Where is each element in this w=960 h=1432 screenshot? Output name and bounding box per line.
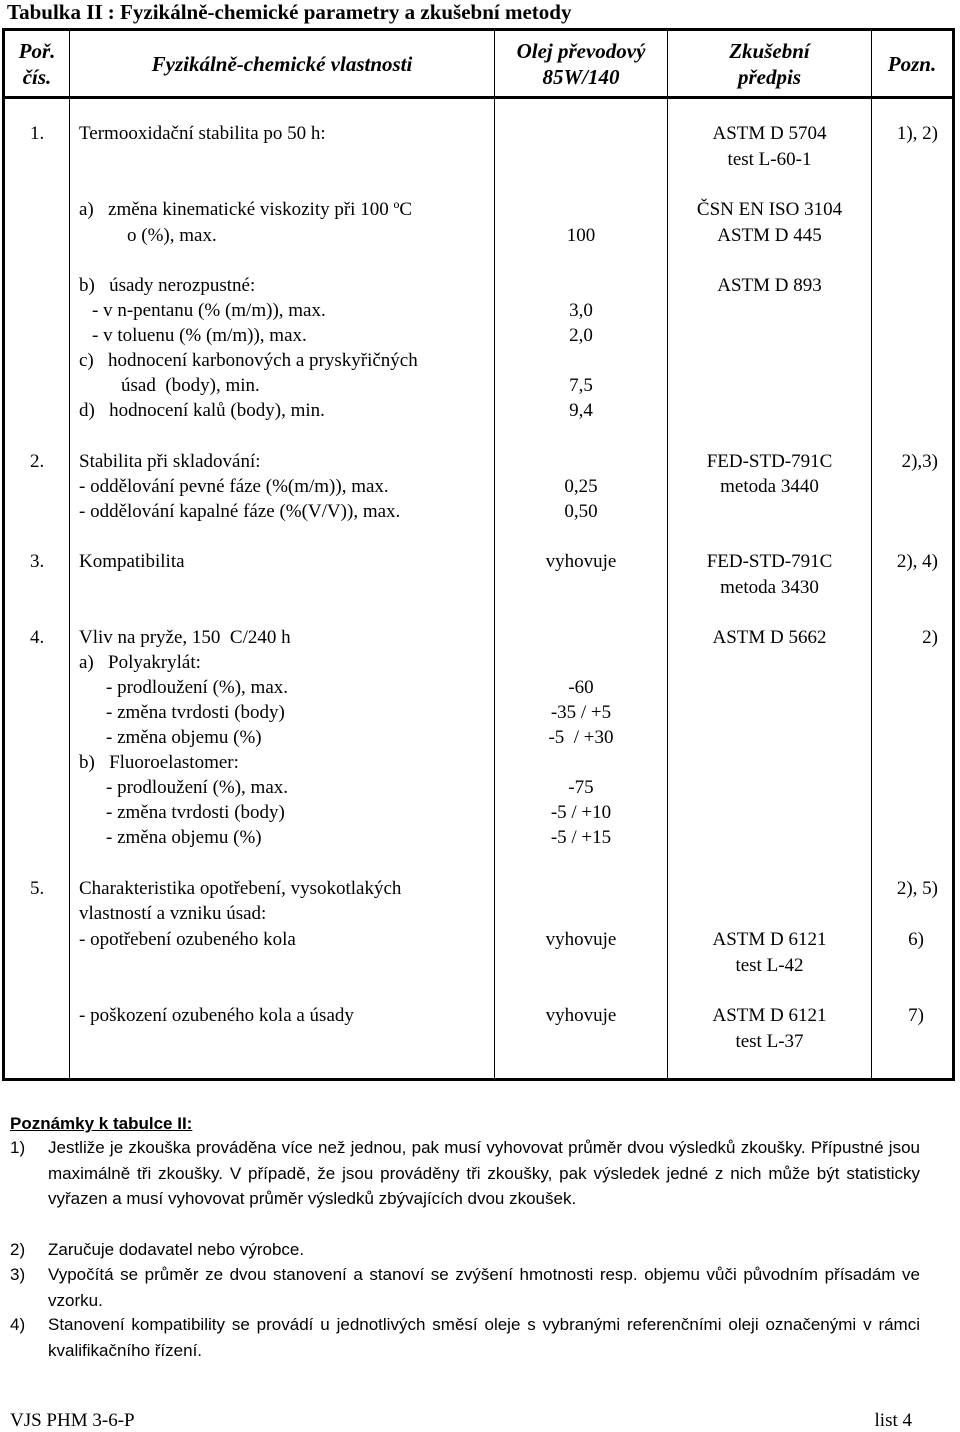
- test-method: ASTM D 6121: [712, 929, 827, 950]
- header-col-no-line1: Poř.: [18, 39, 56, 63]
- table-bottom-border: [2, 1078, 955, 1081]
- oil-value: -35 / +5: [550, 702, 612, 723]
- property-text: - poškození ozubeného kola a úsady: [79, 1005, 354, 1026]
- test-method: ASTM D 6121: [712, 1005, 827, 1026]
- property-text: Vliv na pryže, 150 C/240 h: [79, 627, 291, 648]
- test-method: test L-42: [735, 955, 804, 976]
- col-divider-1: [69, 28, 70, 1080]
- test-method: ČSN EN ISO 3104: [696, 199, 843, 220]
- row-number: 1.: [30, 123, 45, 144]
- header-col-property: Fyzikálně-chemické vlastnosti: [151, 52, 413, 76]
- property-text: - změna objemu (%): [106, 727, 262, 748]
- oil-value: 0,25: [564, 476, 598, 497]
- oil-value: -5 / +15: [550, 827, 612, 848]
- row-number: 3.: [30, 551, 45, 572]
- property-text: - oddělování kapalné fáze (%(V/V)), max.: [79, 501, 401, 522]
- test-method: ASTM D 445: [717, 225, 822, 246]
- footer-document-id: VJS PHM 3-6-P: [10, 1410, 135, 1431]
- property-text: b) Fluoroelastomer:: [79, 752, 239, 773]
- property-text: - prodloužení (%), max.: [106, 777, 289, 798]
- header-col-no: [5, 38, 69, 90]
- note-number: 1): [10, 1138, 26, 1157]
- header-col-oil: [495, 38, 667, 90]
- oil-value: 0,50: [564, 501, 598, 522]
- table-left-border: [2, 28, 5, 1081]
- note-text: Stanovení kompatibility se provádí u jednotlivých směsí oleje s vybranými referenčními oleji označenými v rámci kvalifikačního řízení.: [48, 1315, 920, 1360]
- oil-value: -5 / +30: [548, 727, 614, 748]
- table-top-border: [2, 28, 955, 31]
- row-number: 5.: [30, 878, 45, 899]
- test-method: test L-60-1: [727, 149, 812, 170]
- note-ref: 7): [908, 1005, 924, 1026]
- property-text: vlastností a vzniku úsad:: [79, 903, 267, 924]
- header-col-no-line2: čís.: [22, 65, 52, 89]
- header-col-note: Pozn.: [887, 52, 937, 76]
- table-right-border: [952, 28, 955, 1081]
- property-text: o (%), max.: [127, 225, 217, 246]
- note-item: [10, 1135, 920, 1212]
- header-col-oil-line1: Olej převodový: [516, 39, 646, 63]
- note-ref: 2): [922, 627, 938, 648]
- test-method: test L-37: [735, 1031, 804, 1052]
- oil-value: 2,0: [569, 325, 593, 346]
- footer-page-number: list 4: [874, 1410, 912, 1431]
- page-title: Tabulka II : Fyzikálně-chemické parametry a zkušební metody: [7, 0, 572, 24]
- note-ref: 2), 5): [896, 878, 938, 899]
- note-item: [10, 1262, 920, 1313]
- note-ref: 1), 2): [896, 123, 938, 144]
- note-item: [10, 1312, 920, 1363]
- oil-value: vyhovuje: [545, 929, 617, 950]
- note-text: Jestliže je zkouška prováděna více než jednou, pak musí vyhovovat průměr dvou výsledků zkoušky. Přípustné jsou maximálně tři zkoušky. V případě, že jsou prováděny tři zkoušky, pak výsledek jedné z nich může být statisticky vyřazen a musí vyhovovat průměr výsledků zbývajících dvou zkoušek.: [48, 1138, 920, 1208]
- property-text: - prodloužení (%), max.: [106, 677, 289, 698]
- property-text: - v n-pentanu (% (m/m)), max.: [92, 300, 326, 321]
- property-text: b) úsady nerozpustné:: [79, 275, 256, 296]
- notes-heading: Poznámky k tabulce II:: [10, 1114, 193, 1133]
- property-text: Kompatibilita: [79, 551, 185, 572]
- note-ref: 6): [908, 929, 924, 950]
- property-text: - v toluenu (% (m/m)), max.: [92, 325, 307, 346]
- test-method: FED-STD-791C: [706, 551, 833, 572]
- property-text: - opotřebení ozubeného kola: [79, 929, 296, 950]
- header-col-test: [668, 38, 871, 90]
- property-text: - změna tvrdosti (body): [106, 802, 285, 823]
- oil-value: -75: [568, 777, 594, 798]
- note-number: 3): [10, 1265, 26, 1284]
- property-text: - změna objemu (%): [106, 827, 262, 848]
- header-col-test-line1: Zkušební: [729, 39, 810, 63]
- test-method: ASTM D 5704: [712, 123, 827, 144]
- note-ref: 2),3): [901, 451, 938, 472]
- property-text: - oddělování pevné fáze (%(m/m)), max.: [79, 476, 389, 497]
- oil-value: 9,4: [569, 400, 593, 421]
- note-number: 2): [10, 1240, 26, 1259]
- oil-value: 100: [566, 225, 596, 246]
- property-text: Termooxidační stabilita po 50 h:: [79, 123, 326, 144]
- header-bottom-border: [2, 96, 955, 99]
- oil-value: -60: [568, 677, 594, 698]
- property-text: c) hodnocení karbonových a pryskyřičných: [79, 350, 418, 371]
- header-col-test-line2: předpis: [738, 65, 801, 89]
- test-method: metoda 3440: [720, 476, 819, 497]
- property-text: Charakteristika opotřebení, vysokotlakých: [79, 878, 402, 899]
- test-method: ASTM D 893: [717, 275, 822, 296]
- property-text: a) změna kinematické viskozity při 100 ºC: [79, 199, 413, 220]
- property-text: d) hodnocení kalů (body), min.: [79, 400, 325, 421]
- note-ref: 2), 4): [896, 551, 938, 572]
- property-text: a) Polyakrylát:: [79, 652, 201, 673]
- oil-value: 7,5: [569, 375, 593, 396]
- note-text: Vypočítá se průměr ze dvou stanovení a stanoví se zvýšení hmotnosti resp. objemu vůči původním přísadám ve vzorku.: [48, 1265, 920, 1310]
- note-number: 4): [10, 1315, 26, 1334]
- row-number: 4.: [30, 627, 45, 648]
- row-number: 2.: [30, 451, 45, 472]
- note-text: Zaručuje dodavatel nebo výrobce.: [48, 1240, 305, 1259]
- oil-value: vyhovuje: [545, 551, 617, 572]
- note-item: [10, 1237, 920, 1263]
- header-col-oil-line2: 85W/140: [542, 65, 620, 89]
- property-text: - změna tvrdosti (body): [106, 702, 285, 723]
- oil-value: 3,0: [569, 300, 593, 321]
- test-method: ASTM D 5662: [712, 627, 827, 648]
- test-method: FED-STD-791C: [706, 451, 833, 472]
- oil-value: -5 / +10: [550, 802, 612, 823]
- test-method: metoda 3430: [720, 577, 819, 598]
- property-text: Stabilita při skladování:: [79, 451, 261, 472]
- property-text: úsad (body), min.: [121, 375, 260, 396]
- oil-value: vyhovuje: [545, 1005, 617, 1026]
